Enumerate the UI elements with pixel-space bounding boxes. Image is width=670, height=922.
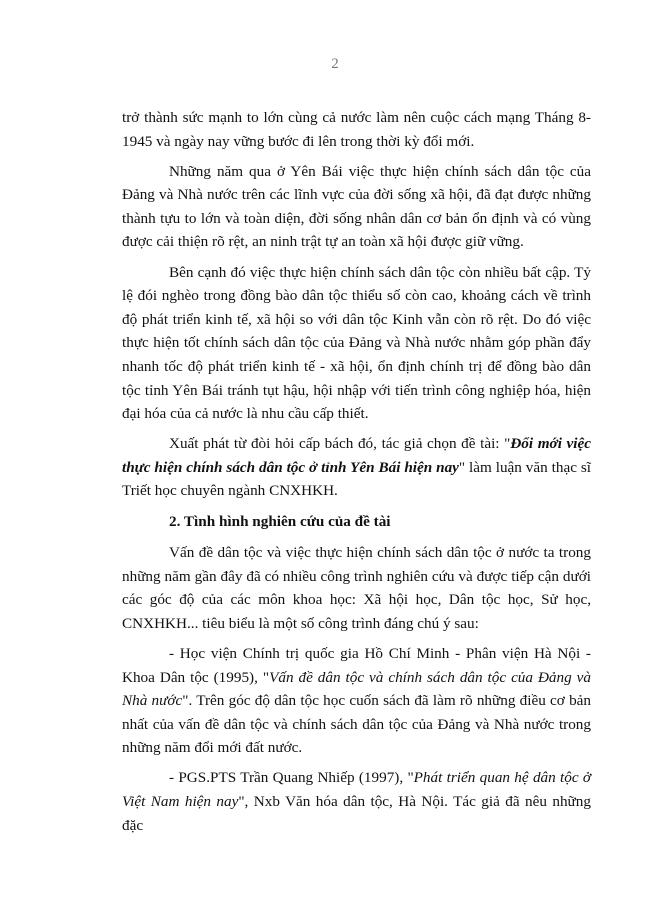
- text: Xuất phát từ đòi hỏi cấp bách đó, tác giả chọn đề tài: ": [169, 435, 511, 453]
- text: ", Nxb Văn hóa dân tộc, Hà Nội. Tác giả đã nêu những đặc: [122, 793, 591, 834]
- text: ". Trên góc độ dân tộc học cuốn sách đã làm rõ những điều cơ bản nhất của vấn đề dân tộc và chính sách dân tộc của Đảng và Nhà nước trong những năm đổi mới đất nước.: [122, 692, 591, 757]
- paragraph-achievements: Những năm qua ở Yên Bái việc thực hiện chính sách dân tộc của Đảng và Nhà nước trên các lĩnh vực của đời sống xã hội, đã đạt được những thành tựu to lớn và toàn diện, đời sống nhân dân cơ bản ổn định và có vùng được cải thiện rõ rệt, an ninh trật tự an toàn xã hội được giữ vững.: [122, 162, 591, 251]
- reference-title: Vấn đề dân tộc và chính sách dân tộc của Đảng và Nhà nước: [122, 668, 591, 710]
- reference-item: [122, 642, 591, 760]
- reference-title: Phát triển quan hệ dân tộc ở Việt Nam hiện nay: [122, 769, 591, 811]
- text: - Học viện Chính trị quốc gia Hồ Chí Minh - Phân viện Hà Nội - Khoa Dân tộc (1995), ": [122, 644, 591, 686]
- text: " làm luận văn thạc sĩ Triết học chuyên ngành CNXHKH.: [122, 458, 591, 500]
- paragraph-thesis-topic: [122, 432, 591, 503]
- reference-item: [122, 766, 591, 837]
- section-heading: 2. Tình hình nghiên cứu của đề tài: [169, 512, 391, 530]
- page-number: 2: [331, 56, 339, 72]
- text: - PGS.PTS Trần Quang Nhiếp (1997), ": [169, 769, 414, 787]
- paragraph-shortcomings: Bên cạnh đó việc thực hiện chính sách dân tộc còn nhiều bất cập. Tỷ lệ đói nghèo trong đồng bào dân tộc thiểu số còn cao, khoảng cách về trình độ phát triển kinh tế, xã hội so với dân tộc Kinh vẫn còn rõ rệt. Do đó việc thực hiện tốt chính sách dân tộc của Đảng và Nhà nước nhằm góp phần đẩy nhanh tốc độ phát triển kinh tế - xã hội, ổn định chính trị để đồng bào dân tộc tỉnh Yên Bái tránh tụt hậu, hội nhập với tiến trình công nghiệp hóa, hiện đại hóa của cả nước là nhu cầu cấp thiết.: [122, 263, 591, 423]
- paragraph-continuation: trở thành sức mạnh to lớn cùng cả nước làm nên cuộc cách mạng Tháng 8-1945 và ngày nay vững bước đi lên trong thời kỳ đổi mới.: [122, 109, 591, 150]
- thesis-title: Đổi mới việc thực hiện chính sách dân tộc ở tỉnh Yên Bái hiện nay: [122, 435, 591, 476]
- paragraph-research-overview: Vấn đề dân tộc và việc thực hiện chính sách dân tộc ở nước ta trong những năm gần đây đã có nhiều công trình nghiên cứu và được tiếp cận dưới các góc độ của các môn khoa học: Xã hội học, Dân tộc học, Sử học, CNXHKH... tiêu biểu là một số công trình đáng chú ý sau:: [122, 544, 591, 632]
- document-body: [122, 106, 591, 844]
